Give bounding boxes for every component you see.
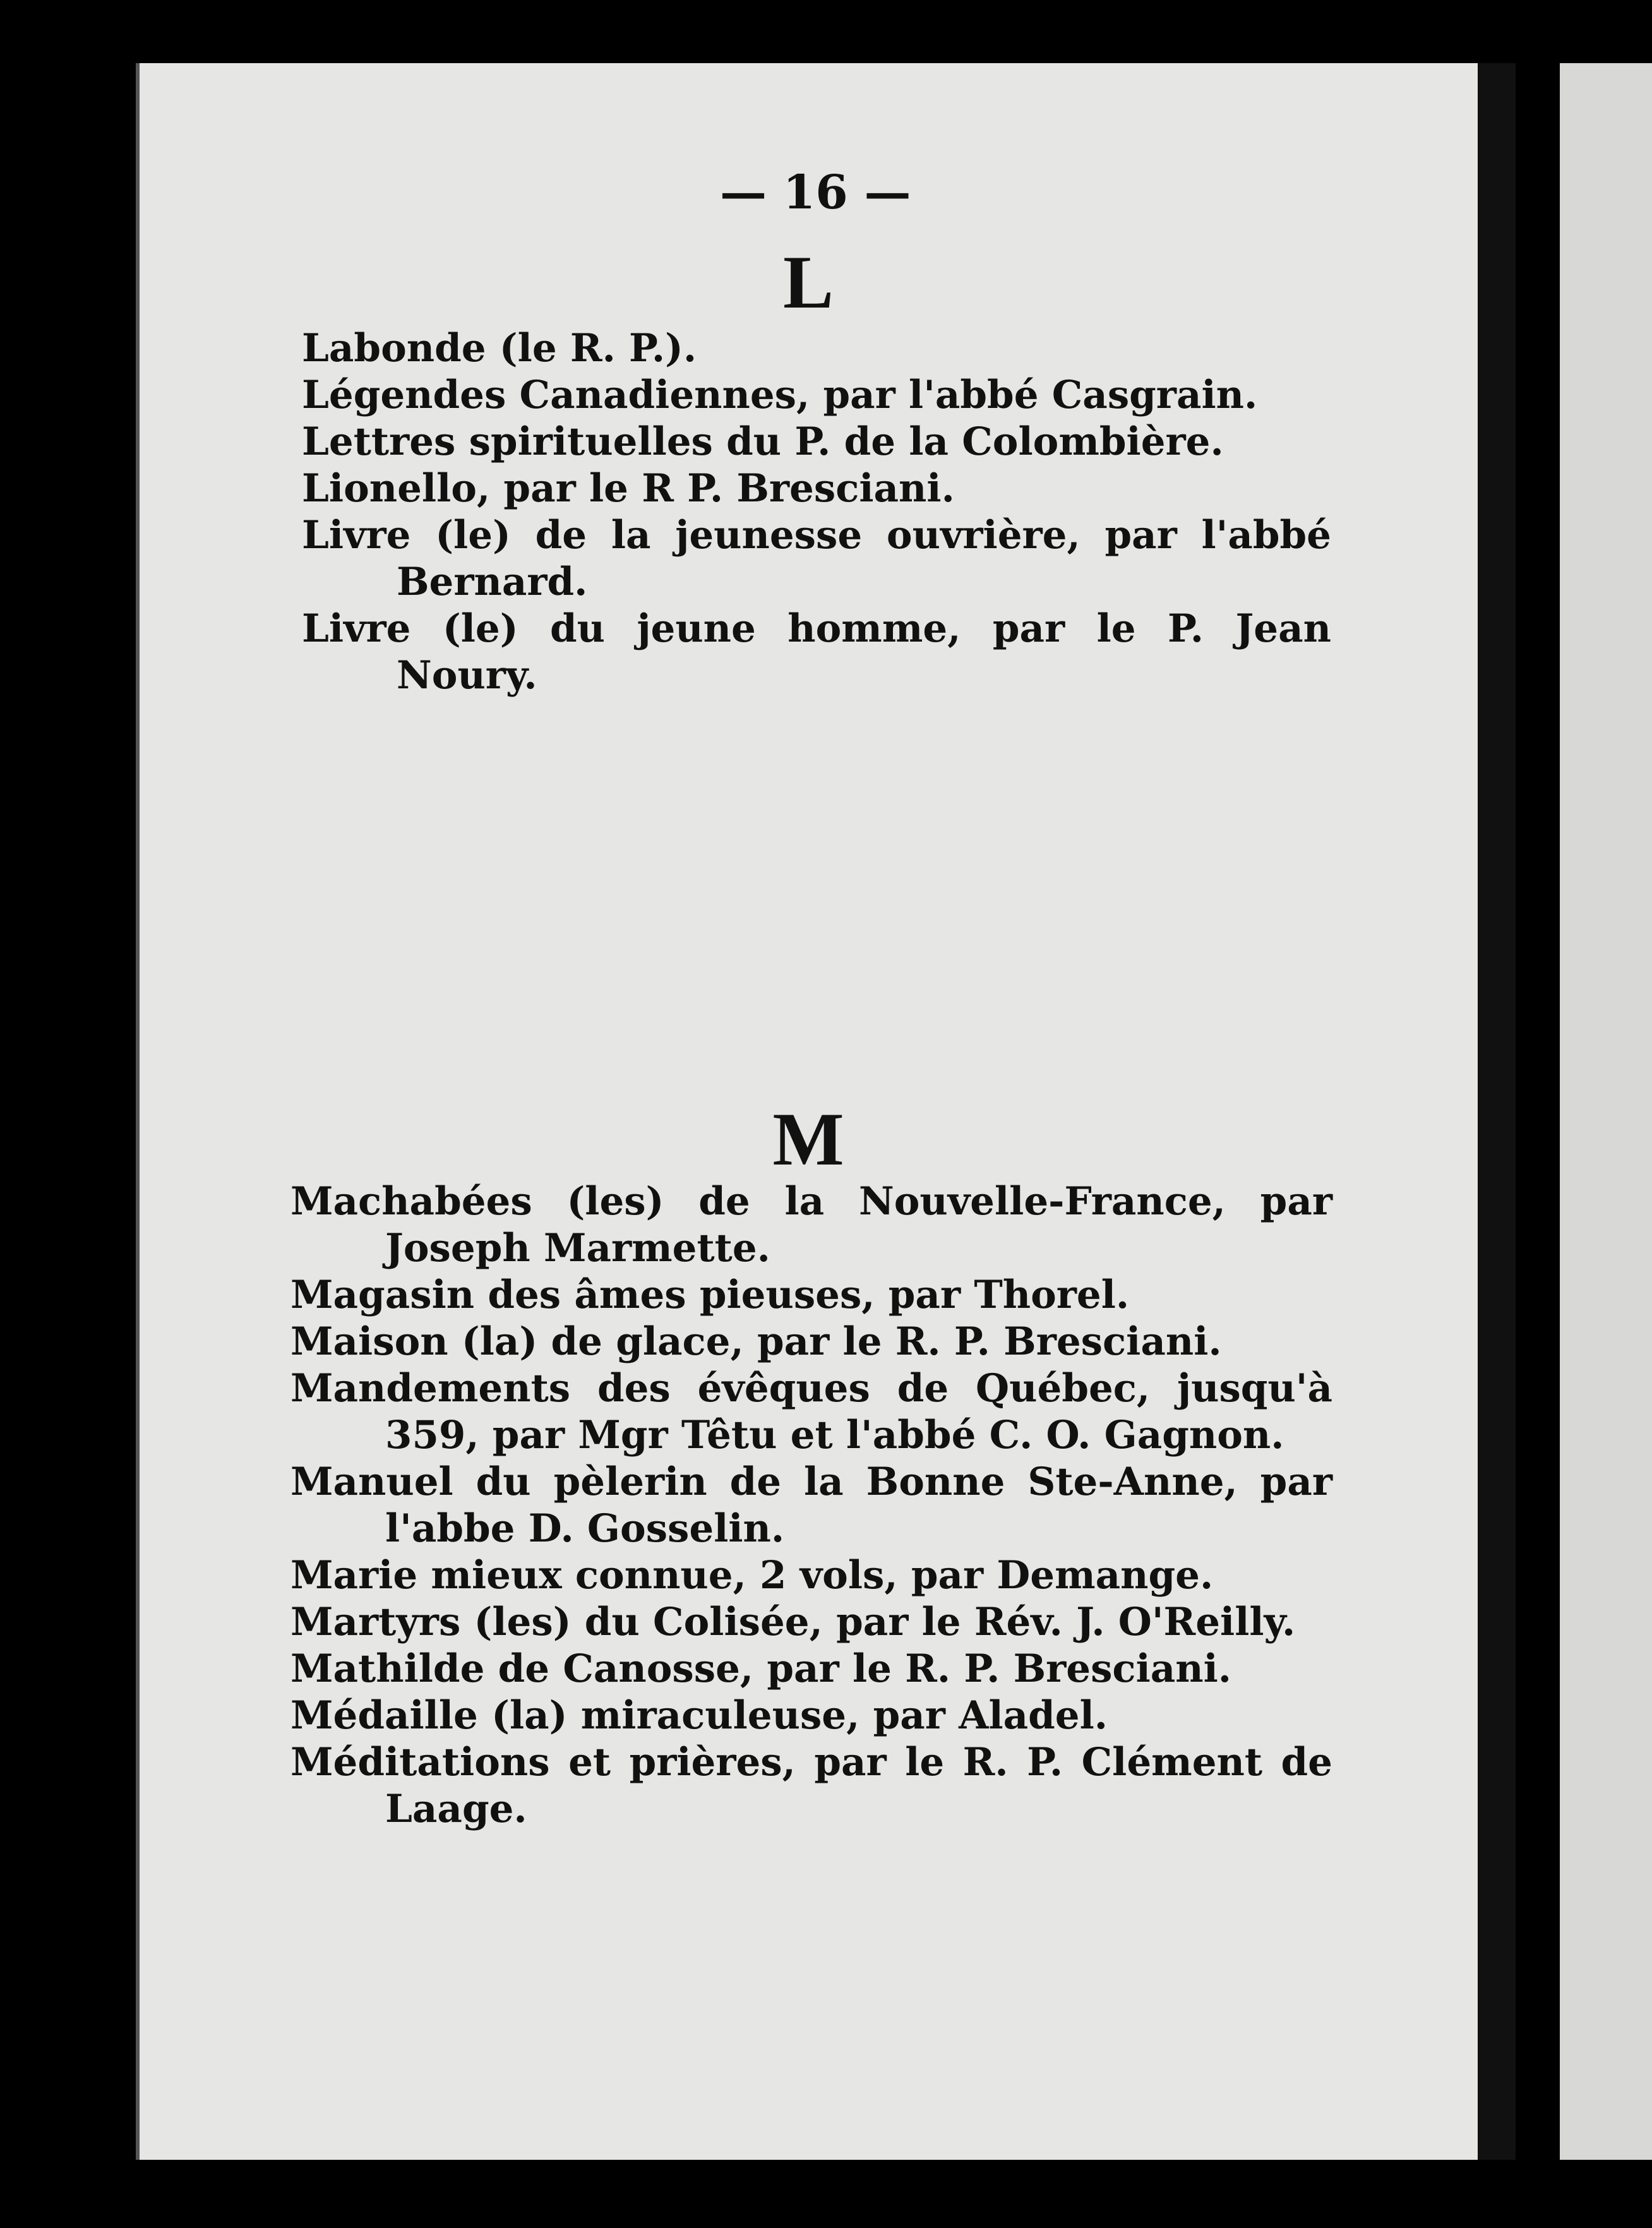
entry-list-l xyxy=(302,325,1331,699)
list-item: Marie mieux connue, 2 vols, par Demange. xyxy=(290,1553,1214,1598)
list-item: Médaille (la) miraculeuse, par Aladel. xyxy=(290,1693,1108,1738)
list-item: Maison (la) de glace, par le R. P. Bresciani. xyxy=(290,1319,1222,1364)
list-item: Martyrs (les) du Colisée, par le Rév. J. O'Reilly. xyxy=(290,1600,1296,1644)
entry-list-m xyxy=(290,1178,1332,1833)
list-item: Méditations et prières, par le R. P. Clément de Laage. xyxy=(290,1740,1332,1831)
list-item: Livre (le) de la jeunesse ouvrière, par l'abbé Bernard. xyxy=(302,513,1331,604)
list-item: Machabées (les) de la Nouvelle-France, par Joseph Marmette. xyxy=(290,1179,1332,1271)
section-heading-m: M xyxy=(772,1097,844,1181)
list-item: Magasin des âmes pieuses, par Thorel. xyxy=(290,1273,1130,1317)
list-item: Labonde (le R. P.). xyxy=(302,326,697,371)
facing-page-edge xyxy=(1560,63,1652,2160)
list-item: Légendes Canadiennes, par l'abbé Casgrain. xyxy=(302,373,1258,417)
page-number: — 16 — xyxy=(720,165,911,220)
list-item: Mathilde de Canosse, par le R. P. Bresciani. xyxy=(290,1646,1232,1691)
list-item: Lionello, par le R P. Bresciani. xyxy=(302,466,955,511)
list-item: Manuel du pèlerin de la Bonne Ste-Anne, par l'abbe D. Gosselin. xyxy=(290,1459,1332,1551)
section-heading-l: L xyxy=(782,240,834,324)
list-item: Mandements des évêques de Québec, jusqu'à 359, par Mgr Têtu et l'abbé C. O. Gagnon. xyxy=(290,1366,1332,1458)
list-item: Livre (le) du jeune homme, par le P. Jean Noury. xyxy=(302,606,1331,698)
book-binding xyxy=(1478,63,1516,2160)
list-item: Lettres spirituelles du P. de la Colombière. xyxy=(302,419,1224,464)
